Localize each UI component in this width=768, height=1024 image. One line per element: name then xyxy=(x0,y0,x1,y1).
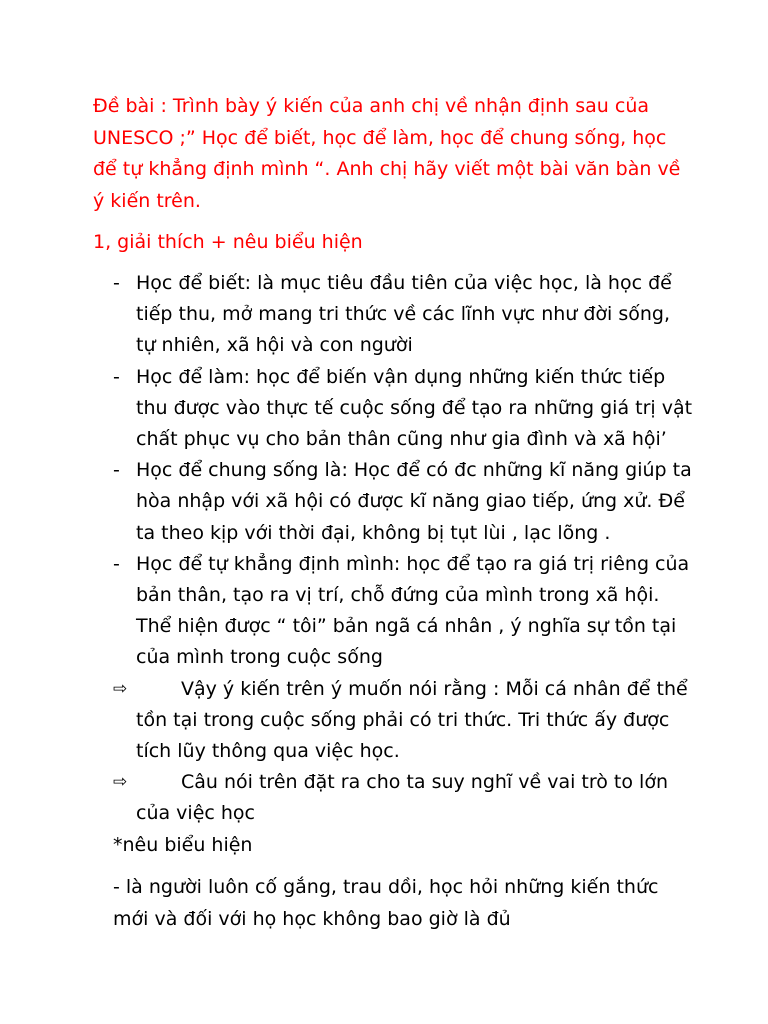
list-item-text: Học để làm: học để biến vận dụng những kiến thức tiếp thu được vào thực tế cuộc sống để tạo ra những giá trị vật chất phục vụ cho bản thân cũng như gia đình và xã hội’ xyxy=(136,365,693,451)
conclusion-item xyxy=(113,767,693,829)
explanation-list xyxy=(113,268,693,830)
manifestation-paragraph: - là người luôn cố gắng, trau dồi, học hỏi những kiến thức mới và đối với họ học không bao giờ là đủ xyxy=(113,876,659,930)
conclusion-text: Vậy ý kiến trên ý muốn nói rằng : Mỗi cá nhân để thể tồn tại trong cuộc sống phải có tri thức. Tri thức ấy được tích lũy thông qua việc học. xyxy=(136,677,688,763)
bullet-marker: - xyxy=(113,365,120,388)
list-item xyxy=(113,455,693,549)
note-heading: *nêu biểu hiện xyxy=(113,834,253,856)
conclusion-text: Câu nói trên đặt ra cho ta suy nghĩ về vai trò to lớn của việc học xyxy=(136,771,668,825)
list-item-text: Học để chung sống là: Học để có đc những kĩ năng giúp ta hòa nhập với xã hội có được kĩ năng giao tiếp, ứng xử. Để ta theo kịp với thời đại, không bị tụt lùi , lạc lõng . xyxy=(136,459,692,544)
bullet-marker: - xyxy=(113,552,120,575)
arrow-right-icon: ⇨ xyxy=(113,772,128,793)
list-item xyxy=(113,362,693,456)
assignment-title: Đề bài : Trình bày ý kiến của anh chị về nhận định sau của UNESCO ;” Học để biết, học để làm, học để chung sống, học để tự khẳng định mình “. Anh chị hãy viết một bài văn bàn về ý kiến trên. xyxy=(93,95,681,212)
arrow-right-icon: ⇨ xyxy=(113,678,128,699)
bullet-marker: - xyxy=(113,459,120,482)
bullet-marker: - xyxy=(113,272,120,294)
section-heading: 1, giải thích + nêu biểu hiện xyxy=(93,231,363,253)
list-item-text: Học để biết: là mục tiêu đầu tiên của việc học, là học để tiếp thu, mở mang tri thức về các lĩnh vực như đời sống, tự nhiên, xã hội và con người xyxy=(136,272,672,357)
list-item xyxy=(113,549,693,674)
list-item xyxy=(113,268,693,362)
list-item-text: Học để tự khẳng định mình: học để tạo ra giá trị riêng của bản thân, tạo ra vị trí, chỗ đứng của mình trong xã hội. Thể hiện được “ tôi” bản ngã cá nhân , ý nghĩa sự tồn tại của mình trong cuộc sống xyxy=(136,552,690,669)
conclusion-item xyxy=(113,674,693,768)
